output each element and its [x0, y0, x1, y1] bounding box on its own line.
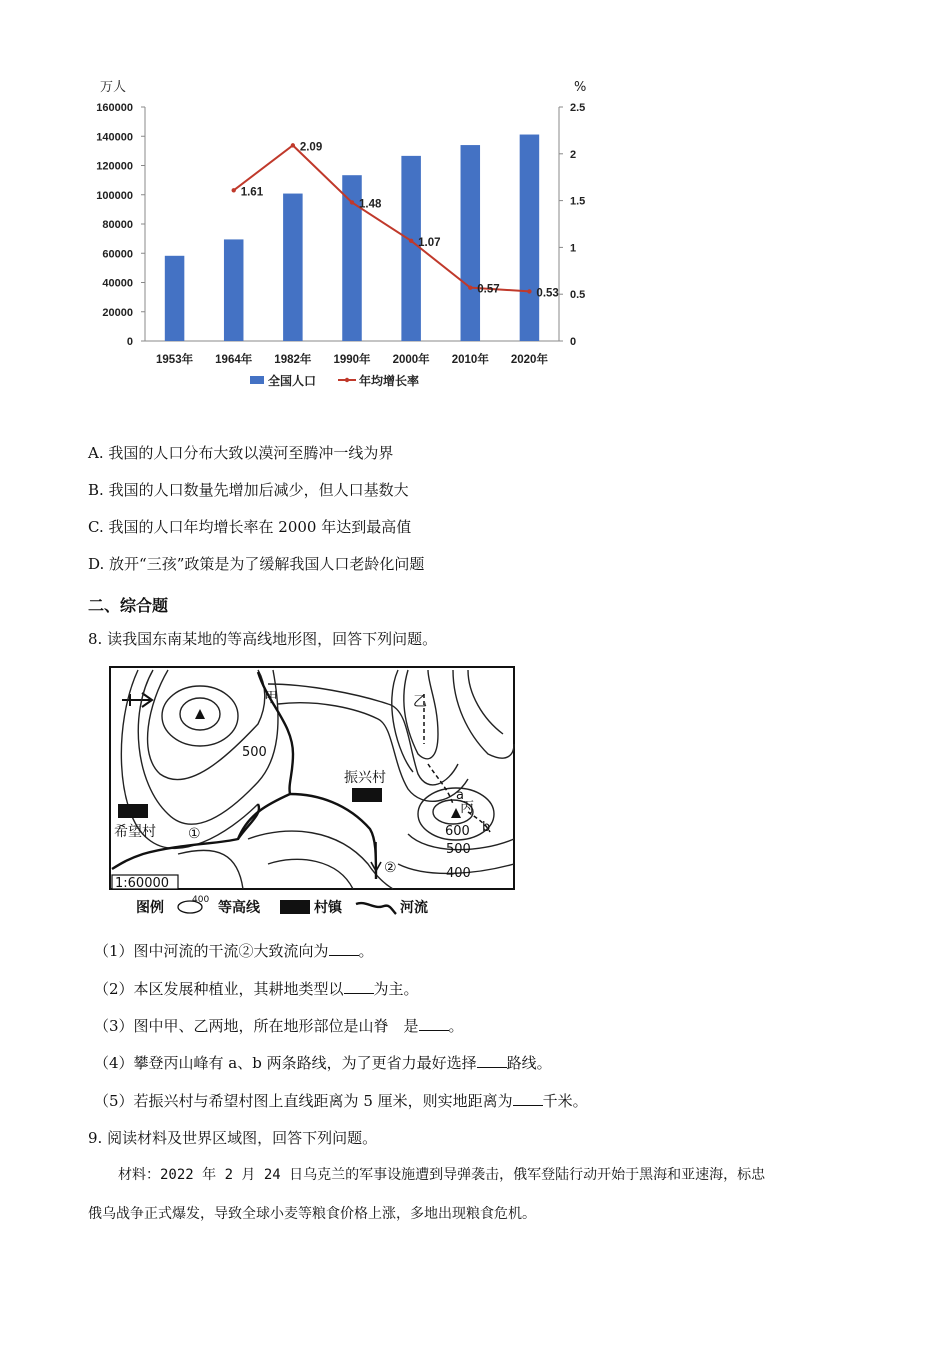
option-text: 放开“三孩”政策是为了缓解我国人口老龄化问题 [109, 555, 425, 573]
q9-material-line1: 材料：2022 年 2 月 24 日乌克兰的军事设施遭到导弹袭击，俄军登陆行动开始于黑海和亚速海，标忠 [118, 1167, 766, 1183]
q8-sub-1 [94, 941, 374, 961]
chart-svg [80, 70, 620, 400]
legend-village: 村镇 [314, 900, 342, 916]
growth-rate-point [468, 285, 472, 289]
growth-rate-label: 0.57 [477, 283, 500, 296]
option-text: 我国的人口分布大致以漠河至腾冲一线为界 [108, 444, 394, 462]
question-tail: 。 [448, 1017, 464, 1035]
left-tick-label: 80000 [102, 219, 133, 231]
option-d [88, 554, 424, 574]
legend-contour-value: 400 [192, 895, 210, 905]
x-tick-label: 2020年 [510, 354, 548, 366]
label-c600: 600 [445, 824, 470, 839]
question-text: （2）本区发展种植业，其耕地类型以 [94, 980, 344, 998]
x-tick-label: 1964年 [215, 354, 253, 366]
label-circ1: ① [188, 826, 201, 842]
legend-title: 图例 [136, 900, 164, 916]
left-tick-label: 20000 [102, 306, 133, 319]
growth-rate-point [350, 200, 354, 204]
growth-rate-point [527, 289, 531, 293]
village-marker-xiwang [118, 804, 148, 818]
question-tail: 。 [358, 942, 374, 960]
growth-rate-label: 1.61 [240, 186, 264, 199]
right-tick-label: 0.5 [570, 289, 586, 302]
option-text: 我国的人口数量先增加后减少，但人口基数大 [108, 481, 409, 499]
growth-rate-label: 1.07 [418, 236, 441, 249]
label-c500a: 500 [242, 745, 267, 760]
growth-rate-label: 1.48 [359, 198, 382, 211]
option-b [88, 480, 409, 500]
population-chart [80, 70, 620, 400]
left-tick-label: 160000 [96, 102, 133, 114]
label-c500b: 500 [446, 842, 471, 857]
right-axis-unit: % [574, 80, 587, 95]
answer-blank[interactable] [419, 1016, 449, 1031]
label-jia: 甲 [264, 690, 278, 706]
legend-line-marker [345, 378, 349, 382]
option-letter: C. [88, 518, 104, 536]
q9-stem: 9. 阅读材料及世界区域图，回答下列问题。 [88, 1129, 378, 1147]
q9-material-line2: 俄乌战争正式爆发，导致全球小麦等粮食价格上涨，多地出现粮食危机。 [88, 1206, 536, 1222]
left-tick-label: 60000 [102, 248, 133, 261]
right-tick-label: 1 [570, 242, 577, 255]
bar-1964年 [224, 239, 244, 341]
map-scale: 1:60000 [115, 876, 170, 891]
q8-sub-2 [94, 979, 419, 999]
growth-rate-point [291, 143, 295, 147]
x-tick-label: 2010年 [451, 354, 489, 366]
right-tick-label: 1.5 [570, 195, 586, 208]
label-bing: 丙 [460, 800, 474, 816]
question-text: （4）攀登丙山峰有 a、b 两条路线，为了更省力最好选择 [94, 1054, 477, 1072]
flow-arrow-icon [371, 842, 381, 871]
x-tick-label: 1953年 [156, 354, 194, 366]
left-axis-unit: 万人 [100, 80, 127, 95]
answer-blank[interactable] [513, 1091, 543, 1106]
label-a: a [456, 788, 464, 803]
x-tick-label: 2000年 [392, 354, 430, 366]
x-tick-label: 1982年 [274, 354, 312, 366]
option-letter: D. [88, 555, 105, 573]
q8-stem: 8. 读我国东南某地的等高线地形图，回答下列问题。 [88, 630, 438, 648]
left-tick-label: 0 [126, 336, 133, 348]
label-c400: 400 [446, 866, 471, 881]
legend-village-icon [280, 900, 310, 914]
left-tick-label: 40000 [102, 277, 133, 290]
question-text: （5）若振兴村与希望村图上直线距离为 5 厘米，则实地距离为 [94, 1092, 513, 1110]
answer-blank[interactable] [344, 979, 374, 994]
legend-river: 河流 [400, 900, 428, 916]
option-c [88, 517, 411, 537]
x-tick-label: 1990年 [333, 354, 371, 366]
question-tail: 路线。 [506, 1054, 552, 1072]
q8-sub-5 [94, 1091, 588, 1111]
bar-1953年 [165, 256, 185, 341]
question-tail: 为主。 [373, 980, 419, 998]
bar-2020年 [520, 135, 540, 341]
label-circ2: ② [384, 860, 397, 876]
right-tick-label: 0 [570, 336, 577, 348]
question-text: （1）图中河流的干流②大致流向为 [94, 942, 329, 960]
section-heading: 二、综合题 [88, 596, 169, 615]
legend-river-icon [356, 903, 396, 914]
right-tick-label: 2.5 [570, 102, 586, 114]
left-tick-label: 120000 [96, 160, 133, 173]
peak-icon [195, 709, 205, 719]
growth-rate-label: 2.09 [299, 141, 323, 154]
question-text: （3）图中甲、乙两地，所在地形部位是山脊 是 [94, 1017, 419, 1035]
legend-bar-swatch [250, 376, 264, 384]
contour-map [108, 664, 548, 924]
label-b: b [482, 820, 491, 835]
contour-map-svg [108, 664, 548, 924]
q8-sub-4 [94, 1053, 552, 1073]
option-text: 我国的人口年均增长率在 2000 年达到最高值 [108, 518, 412, 536]
growth-rate-point [232, 188, 236, 192]
growth-rate-line [234, 145, 530, 291]
option-letter: B. [88, 481, 104, 499]
legend-contour: 等高线 [218, 900, 260, 916]
option-a [88, 443, 393, 463]
option-letter: A. [88, 444, 104, 462]
left-tick-label: 100000 [96, 189, 133, 202]
left-tick-label: 140000 [96, 131, 133, 144]
river-network [112, 672, 376, 879]
question-tail: 千米。 [542, 1092, 588, 1110]
growth-rate-point [409, 239, 413, 243]
legend-line-label: 年均增长率 [359, 374, 420, 388]
growth-rate-label: 0.53 [536, 287, 559, 300]
label-yi: 乙 [413, 694, 427, 710]
right-tick-label: 2 [570, 148, 577, 161]
label-zhenxing: 振兴村 [344, 770, 386, 786]
answer-blank[interactable] [329, 941, 359, 956]
bar-1982年 [283, 194, 303, 341]
legend-bar-label: 全国人口 [268, 374, 317, 388]
answer-blank[interactable] [477, 1053, 507, 1068]
q8-sub-3 [94, 1016, 464, 1036]
bar-2010年 [461, 145, 481, 341]
label-xiwang: 希望村 [114, 824, 156, 840]
village-marker-zhenxing [352, 788, 382, 802]
